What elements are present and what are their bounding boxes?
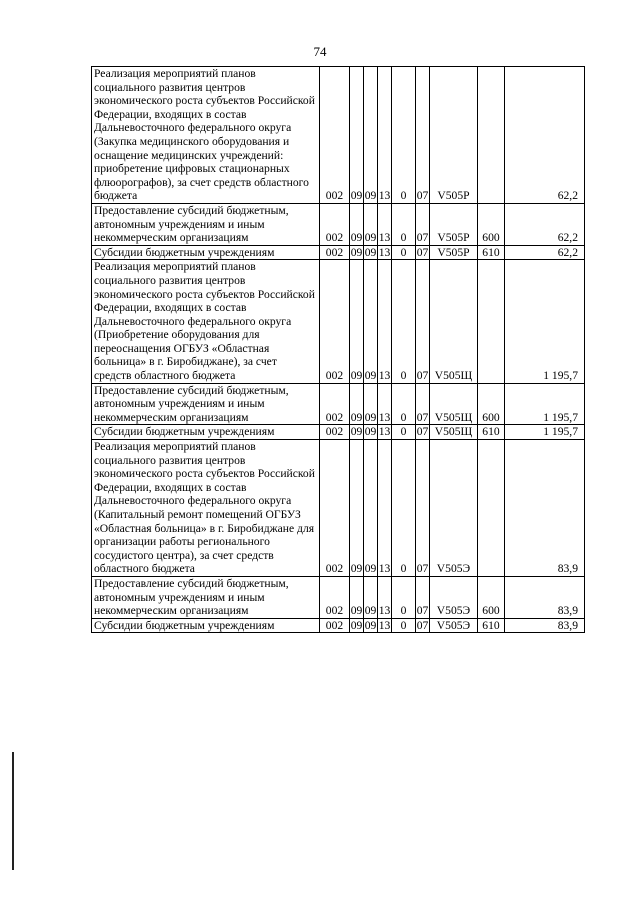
row-name: Предоставление субсидий бюджетным, автономным учреждениям и иным некоммерческим организациям	[92, 203, 320, 245]
row-expense-type: 610	[478, 245, 505, 260]
row-event: 07	[416, 425, 429, 439]
row-name: Предоставление субсидий бюджетным, автономным учреждениям и иным некоммерческим организациям	[92, 576, 320, 618]
table-body	[92, 67, 585, 633]
row-direction: V505Э	[430, 618, 478, 633]
row-direction: V505P	[430, 67, 478, 204]
row-event: 07	[416, 67, 430, 204]
row-section: 09	[350, 260, 364, 383]
row-expense-type: 610	[478, 425, 505, 440]
row-sum: 62,2	[505, 245, 585, 260]
row-event: 07	[416, 383, 430, 425]
row-program: 13	[378, 425, 391, 439]
row-program: 13	[378, 245, 391, 259]
row-section: 09	[350, 203, 364, 245]
row-event: 07	[416, 576, 430, 618]
row-subprogram: 0	[392, 245, 416, 260]
row-name: Предоставление субсидий бюджетным, автономным учреждениям и иным некоммерческим организациям	[92, 383, 320, 425]
table-row	[92, 618, 585, 633]
row-subsection: 09	[364, 67, 378, 204]
row-event: 07	[416, 618, 429, 632]
margin-line	[12, 752, 14, 870]
row-program: 13	[378, 67, 392, 204]
row-direction: V505P	[430, 203, 478, 245]
row-name: Субсидии бюджетным учреждениям	[92, 245, 320, 260]
page-number: 74	[313, 44, 327, 59]
table-row	[92, 440, 585, 577]
row-code: 002	[320, 203, 350, 245]
row-direction: V505Э	[430, 576, 478, 618]
row-subprogram: 0	[392, 67, 416, 204]
row-event: 07	[416, 245, 429, 259]
row-subprogram: 0	[392, 383, 416, 425]
row-program: 13	[378, 618, 391, 632]
row-subsection: 09	[364, 383, 378, 425]
row-expense-type	[478, 67, 505, 204]
row-subprogram: 0	[392, 440, 416, 577]
row-name: Реализация мероприятий планов социального развития центров экономического роста субъектов Российской Федерации, входящих в состав Дальневосточного федерального округа (Закупка медицинского оборудования и оснащение медицинских учреждений: приобретение цифровых стационарных флюорографов), за счет средств областного бюджета	[92, 67, 320, 204]
row-subsection: 09	[364, 245, 377, 259]
row-code: 002	[320, 260, 350, 383]
row-code: 002	[320, 440, 350, 577]
row-expense-type: 600	[478, 203, 505, 245]
row-subprogram: 0	[392, 260, 416, 383]
row-sum: 83,9	[505, 440, 585, 577]
row-direction: V505Э	[430, 440, 478, 577]
table-row	[92, 67, 585, 204]
row-section: 09	[350, 245, 363, 259]
table-row	[92, 383, 585, 425]
row-subsection: 09	[364, 440, 378, 577]
row-sum: 1 195,7	[505, 383, 585, 425]
row-expense-type	[478, 440, 505, 577]
row-section: 09	[350, 576, 364, 618]
table-row	[92, 245, 585, 260]
row-subprogram: 0	[392, 576, 416, 618]
row-name: Субсидии бюджетным учреждениям	[92, 618, 320, 633]
row-direction: V505Щ	[430, 260, 478, 383]
row-subsection: 09	[364, 425, 377, 439]
table-row	[92, 260, 585, 383]
row-code: 002	[320, 67, 350, 204]
row-code: 002	[320, 383, 350, 425]
row-direction: V505P	[430, 245, 478, 260]
table-row	[92, 203, 585, 245]
row-sum: 1 195,7	[505, 260, 585, 383]
row-name: Субсидии бюджетным учреждениям	[92, 425, 320, 440]
budget-table	[91, 66, 585, 633]
row-section: 09	[350, 618, 363, 632]
row-program: 13	[378, 203, 392, 245]
row-section: 09	[350, 440, 364, 577]
row-event: 07	[416, 203, 430, 245]
row-sum: 62,2	[505, 67, 585, 204]
row-sum: 83,9	[505, 618, 585, 633]
row-event: 07	[416, 440, 430, 577]
row-section: 09	[350, 383, 364, 425]
table-row	[92, 425, 585, 440]
row-expense-type: 600	[478, 383, 505, 425]
row-name: Реализация мероприятий планов социального развития центров экономического роста субъектов Российской Федерации, входящих в состав Дальневосточного федерального округа (Капитальный ремонт помещений ОГБУЗ «Областная больница» в г. Биробиджане для организации работы регионального сосудистого центра), за счет средств областного бюджета	[92, 440, 320, 577]
row-sum: 1 195,7	[505, 425, 585, 440]
row-program: 13	[378, 576, 392, 618]
row-subprogram: 0	[392, 203, 416, 245]
row-expense-type: 610	[478, 618, 505, 633]
row-expense-type: 600	[478, 576, 505, 618]
row-subsection: 09	[364, 203, 378, 245]
row-subprogram: 0	[392, 425, 416, 440]
row-program: 13	[378, 383, 392, 425]
row-section: 09	[350, 425, 363, 439]
row-section: 09	[350, 67, 364, 204]
row-code: 002	[320, 425, 350, 440]
row-code: 002	[320, 245, 350, 260]
row-program: 13	[378, 440, 392, 577]
row-sum: 83,9	[505, 576, 585, 618]
row-event: 07	[416, 260, 430, 383]
table-row	[92, 576, 585, 618]
row-program: 13	[378, 260, 392, 383]
row-subsection: 09	[364, 618, 377, 632]
row-expense-type	[478, 260, 505, 383]
row-code: 002	[320, 576, 350, 618]
row-sum: 62,2	[505, 203, 585, 245]
row-subsection: 09	[364, 260, 378, 383]
row-code: 002	[320, 618, 350, 633]
row-subprogram: 0	[392, 618, 416, 633]
row-subsection: 09	[364, 576, 378, 618]
row-name: Реализация мероприятий планов социального развития центров экономического роста субъектов Российской Федерации, входящих в состав Дальневосточного федерального округа (Приобретение оборудования для переоснащения ОГБУЗ «Областная больница» в г. Биробиджане), за счет средств областного бюджета	[92, 260, 320, 383]
row-direction: V505Щ	[430, 383, 478, 425]
row-direction: V505Щ	[430, 425, 478, 440]
